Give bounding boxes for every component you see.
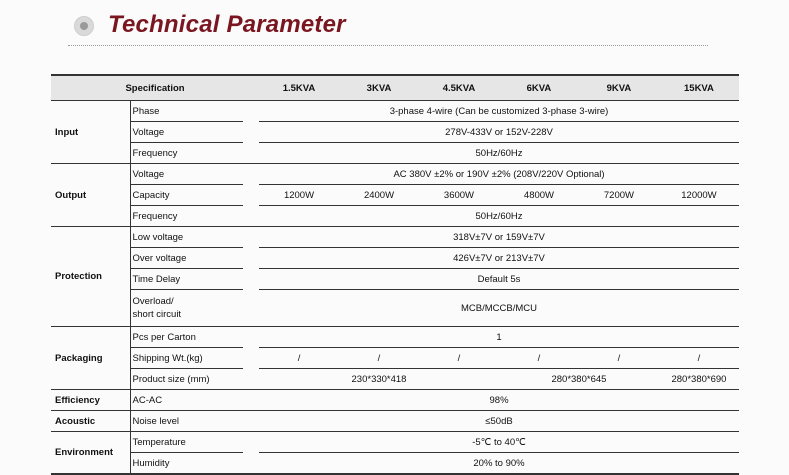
header-1-5kva: 1.5KVA	[259, 75, 339, 101]
table-row	[51, 227, 739, 248]
table-row	[51, 411, 739, 432]
value-weight-4-5kva: /	[419, 348, 499, 369]
param-product-size: Product size (mm)	[130, 369, 243, 390]
header-specification: Specification	[51, 75, 259, 101]
param-low-voltage: Low voltage	[130, 227, 243, 248]
value-capacity-6kva: 4800W	[499, 185, 579, 206]
page-title: Technical Parameter	[108, 11, 346, 38]
param-overload-line1: Overload/	[132, 296, 174, 307]
table-row	[51, 327, 739, 348]
value-output-frequency: 50Hz/60Hz	[259, 206, 739, 227]
table-row	[51, 248, 739, 269]
value-output-voltage: AC 380V ±2% or 190V ±2% (208V/220V Optional)	[259, 164, 739, 185]
value-input-frequency: 50Hz/60Hz	[259, 143, 739, 164]
param-shipping-weight: Shipping Wt.(kg)	[130, 348, 243, 369]
value-weight-3kva: /	[339, 348, 419, 369]
param-over-voltage: Over voltage	[130, 248, 243, 269]
category-input: Input	[51, 101, 130, 164]
value-size-c: 280*380*690	[659, 369, 739, 390]
header-9kva: 9KVA	[579, 75, 659, 101]
category-environment: Environment	[51, 432, 130, 475]
value-pcs-per-carton: 1	[259, 327, 739, 348]
header-3kva: 3KVA	[339, 75, 419, 101]
category-protection: Protection	[51, 227, 130, 327]
table-row	[51, 290, 739, 327]
value-efficiency: 98%	[259, 390, 739, 411]
circle-bullet-icon	[74, 16, 94, 36]
value-capacity-1-5kva: 1200W	[259, 185, 339, 206]
header-15kva: 15KVA	[659, 75, 739, 101]
param-input-frequency: Frequency	[130, 143, 243, 164]
table-row	[51, 453, 739, 475]
table-row	[51, 122, 739, 143]
value-overload: MCB/MCCB/MCU	[259, 290, 739, 327]
value-capacity-15kva: 12000W	[659, 185, 739, 206]
param-time-delay: Time Delay	[130, 269, 243, 290]
value-noise-level: ≤50dB	[259, 411, 739, 432]
value-weight-15kva: /	[659, 348, 739, 369]
value-capacity-9kva: 7200W	[579, 185, 659, 206]
dotted-divider	[68, 45, 708, 46]
value-over-voltage: 426V±7V or 213V±7V	[259, 248, 739, 269]
value-time-delay: Default 5s	[259, 269, 739, 290]
value-humidity: 20% to 90%	[259, 453, 739, 475]
param-ac-ac: AC-AC	[130, 390, 243, 411]
table-header-row	[51, 75, 739, 101]
param-overload-line2: short circuit	[132, 309, 182, 320]
category-acoustic: Acoustic	[51, 411, 130, 432]
table-row	[51, 432, 739, 453]
header-6kva: 6KVA	[499, 75, 579, 101]
spec-table	[51, 74, 739, 475]
param-capacity: Capacity	[130, 185, 243, 206]
table-row	[51, 206, 739, 227]
param-humidity: Humidity	[130, 453, 243, 475]
table-row	[51, 164, 739, 185]
table-row	[51, 369, 739, 390]
table-row	[51, 390, 739, 411]
param-noise-level: Noise level	[130, 411, 243, 432]
table-row	[51, 348, 739, 369]
param-overload	[130, 290, 243, 327]
table-row	[51, 185, 739, 206]
value-size-a: 230*330*418	[259, 369, 499, 390]
table-row	[51, 269, 739, 290]
param-pcs-per-carton: Pcs per Carton	[130, 327, 243, 348]
value-temperature: -5℃ to 40℃	[259, 432, 739, 453]
category-efficiency: Efficiency	[51, 390, 130, 411]
category-output: Output	[51, 164, 130, 227]
header-4-5kva: 4.5KVA	[419, 75, 499, 101]
value-size-b: 280*380*645	[499, 369, 659, 390]
table-row	[51, 143, 739, 164]
category-packaging: Packaging	[51, 327, 130, 390]
param-input-voltage: Voltage	[130, 122, 243, 143]
table-row	[51, 101, 739, 122]
param-output-voltage: Voltage	[130, 164, 243, 185]
param-output-frequency: Frequency	[130, 206, 243, 227]
value-weight-9kva: /	[579, 348, 659, 369]
section-header	[68, 10, 708, 46]
param-temperature: Temperature	[130, 432, 243, 453]
value-weight-1-5kva: /	[259, 348, 339, 369]
param-phase: Phase	[130, 101, 243, 122]
value-low-voltage: 318V±7V or 159V±7V	[259, 227, 739, 248]
value-capacity-4-5kva: 3600W	[419, 185, 499, 206]
value-weight-6kva: /	[499, 348, 579, 369]
value-phase: 3-phase 4-wire (Can be customized 3-phase 3-wire)	[259, 101, 739, 122]
value-capacity-3kva: 2400W	[339, 185, 419, 206]
value-input-voltage: 278V-433V or 152V-228V	[259, 122, 739, 143]
